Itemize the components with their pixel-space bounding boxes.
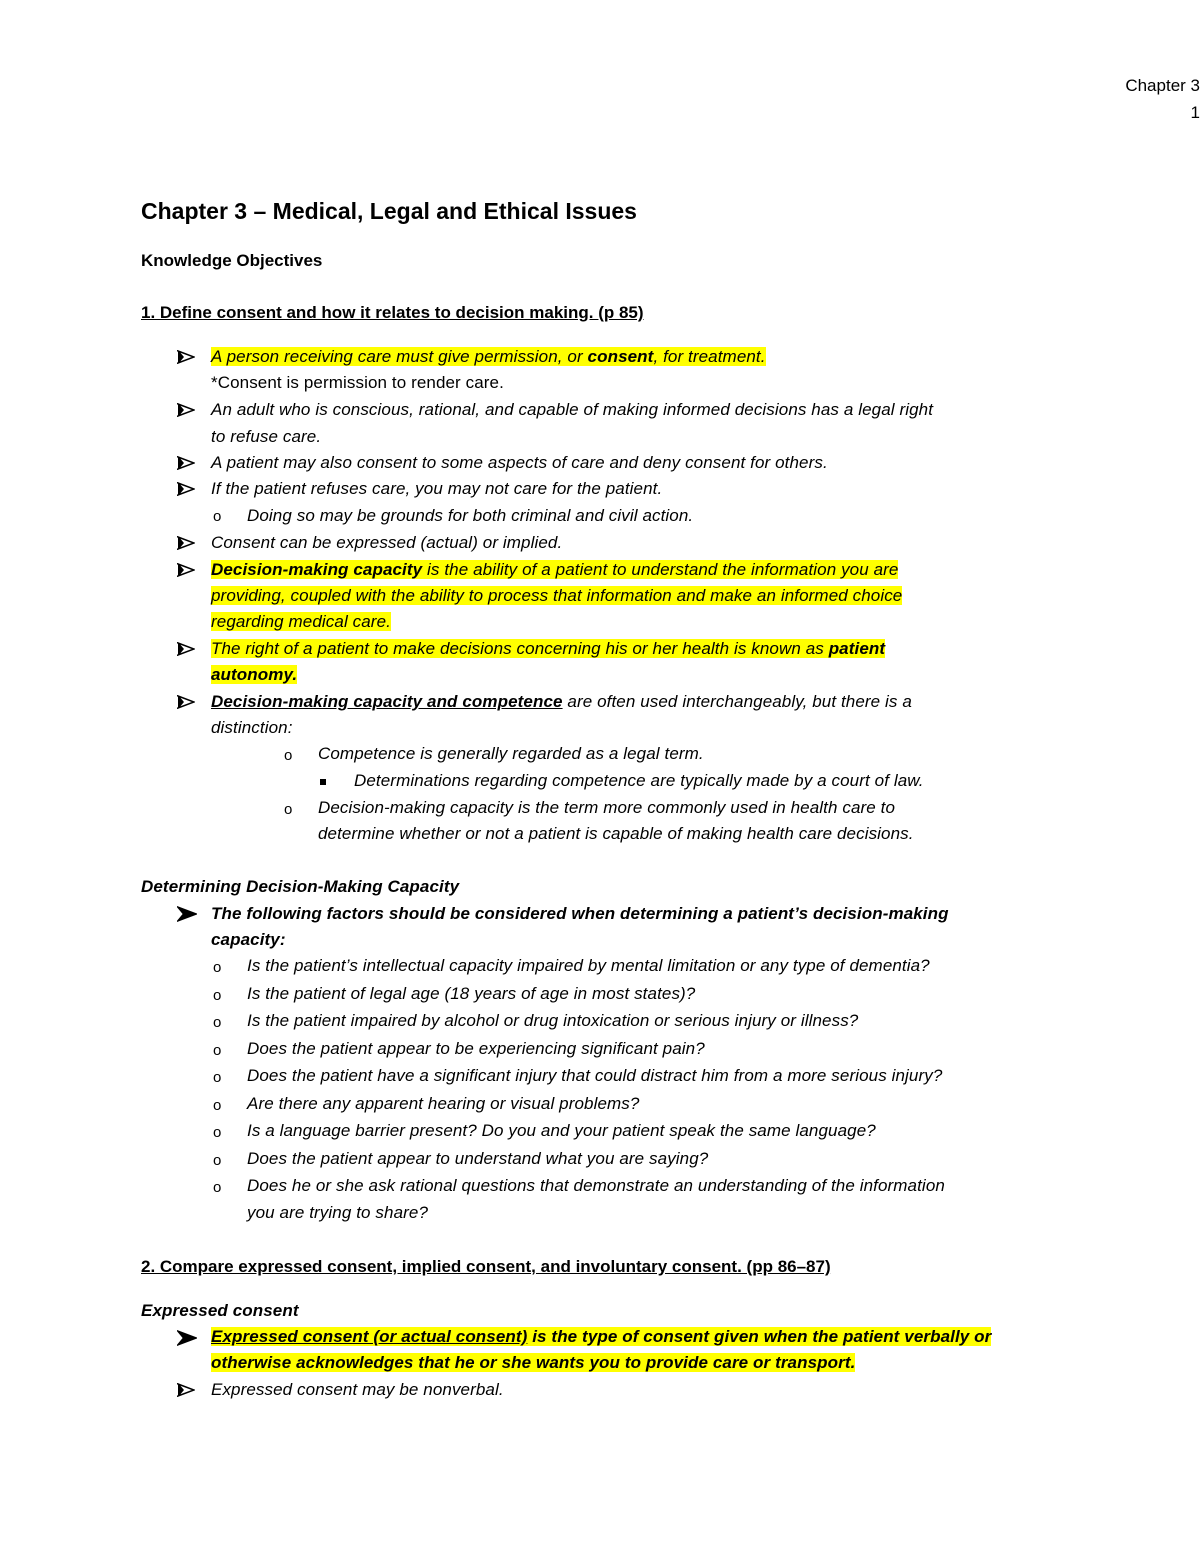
determining-capacity-heading: Determining Decision-Making Capacity — [141, 877, 460, 896]
consent-note: *Consent is permission to render care. — [211, 373, 504, 392]
expressed-consent-heading: Expressed consent — [141, 1301, 299, 1320]
circle-bullet-icon: o — [284, 747, 293, 764]
circle-bullet-icon: o — [213, 1179, 222, 1196]
bullet-decision-capacity-line3: regarding medical care. — [211, 612, 391, 631]
square-bullet-icon — [320, 779, 326, 785]
page-number: 1 — [1190, 103, 1200, 122]
circle-bullet-icon: o — [213, 1152, 222, 1169]
arrow-bullet-icon — [177, 906, 197, 922]
bullet-capacity-competence-line1: Decision-making capacity and competence are often used interchangeably, but there is a — [211, 692, 912, 711]
objective-1-heading: 1. Define consent and how it relates to decision making. (p 85) — [141, 303, 644, 322]
sub-bullet-competence-legal: Competence is generally regarded as a legal term. — [318, 744, 704, 763]
factor-item: Is the patient impaired by alcohol or drug intoxication or serious injury or illness? — [247, 1011, 859, 1030]
factor-item: Is a language barrier present? Do you and your patient speak the same language? — [247, 1121, 876, 1140]
arrow-bullet-icon — [177, 642, 195, 656]
arrow-bullet-icon — [177, 1330, 197, 1346]
bullet-expressed-implied: Consent can be expressed (actual) or implied. — [211, 533, 563, 552]
bullet-adult-right-line1: An adult who is conscious, rational, and capable of making informed decisions has a legal right — [211, 400, 934, 419]
sub-sub-bullet-court-of-law: Determinations regarding competence are typically made by a court of law. — [354, 771, 924, 790]
bullet-decision-capacity-line1: Decision-making capacity is the ability of a patient to understand the information you are — [211, 560, 899, 579]
bullet-nonverbal-consent: Expressed consent may be nonverbal. — [211, 1380, 504, 1399]
running-header-chapter: Chapter 3 — [1125, 76, 1200, 95]
objective-2-heading: 2. Compare expressed consent, implied consent, and involuntary consent. (pp 86–87) — [141, 1257, 831, 1276]
factor-item: Are there any apparent hearing or visual problems? — [247, 1094, 640, 1113]
circle-bullet-icon: o — [284, 801, 293, 818]
sub-bullet-grounds-action: Doing so may be grounds for both criminal and civil action. — [247, 506, 694, 525]
sub-bullet-capacity-health-care-line1: Decision-making capacity is the term more commonly used in health care to — [318, 798, 896, 817]
factor-item-continuation: you are trying to share? — [247, 1203, 428, 1222]
factor-item: Does he or she ask rational questions that demonstrate an understanding of the information — [247, 1176, 945, 1195]
circle-bullet-icon: o — [213, 987, 222, 1004]
circle-bullet-icon: o — [213, 1097, 222, 1114]
bullet-capacity-competence-line2: distinction: — [211, 718, 293, 737]
arrow-bullet-icon — [177, 456, 195, 470]
expressed-consent-definition-line1: Expressed consent (or actual consent) is the type of consent given when the patient verbally or — [211, 1327, 992, 1346]
chapter-title: Chapter 3 – Medical, Legal and Ethical Issues — [141, 198, 637, 224]
bullet-patient-autonomy-line2: autonomy. — [211, 665, 298, 684]
expressed-consent-definition-line2: otherwise acknowledges that he or she wants you to provide care or transport. — [211, 1353, 856, 1372]
circle-bullet-icon: o — [213, 959, 222, 976]
circle-bullet-icon: o — [213, 1124, 222, 1141]
arrow-bullet-icon — [177, 482, 195, 496]
circle-bullet-icon: o — [213, 1014, 222, 1031]
factors-lead-line2: capacity: — [211, 930, 286, 949]
arrow-bullet-icon — [177, 403, 195, 417]
bullet-consent-permission: A person receiving care must give permission, or consent, for treatment. — [211, 347, 766, 366]
factor-item: Does the patient appear to understand what you are saying? — [247, 1149, 709, 1168]
factors-lead-line1: The following factors should be considered when determining a patient’s decision-making — [211, 904, 949, 923]
bullet-decision-capacity-line2: providing, coupled with the ability to process that information and make an informed choice — [211, 586, 903, 605]
arrow-bullet-icon — [177, 350, 195, 364]
circle-bullet-icon: o — [213, 1069, 222, 1086]
knowledge-objectives-heading: Knowledge Objectives — [141, 251, 323, 270]
circle-bullet-icon: o — [213, 508, 222, 525]
circle-bullet-icon: o — [213, 1042, 222, 1059]
arrow-bullet-icon — [177, 1383, 195, 1397]
arrow-bullet-icon — [177, 563, 195, 577]
bullet-partial-consent: A patient may also consent to some aspects of care and deny consent for others. — [211, 453, 828, 472]
arrow-bullet-icon — [177, 536, 195, 550]
sub-bullet-capacity-health-care-line2: determine whether or not a patient is capable of making health care decisions. — [318, 824, 914, 843]
factor-item: Is the patient of legal age (18 years of age in most states)? — [247, 984, 696, 1003]
factor-item: Is the patient’s intellectual capacity impaired by mental limitation or any type of dementia? — [247, 956, 930, 975]
bullet-refuses-care: If the patient refuses care, you may not care for the patient. — [211, 479, 663, 498]
arrow-bullet-icon — [177, 695, 195, 709]
factor-item: Does the patient appear to be experiencing significant pain? — [247, 1039, 705, 1058]
factor-item: Does the patient have a significant injury that could distract him from a more serious injury? — [247, 1066, 943, 1085]
bullet-adult-right-line2: to refuse care. — [211, 427, 322, 446]
bullet-patient-autonomy-line1: The right of a patient to make decisions concerning his or her health is known as patient — [211, 639, 886, 658]
